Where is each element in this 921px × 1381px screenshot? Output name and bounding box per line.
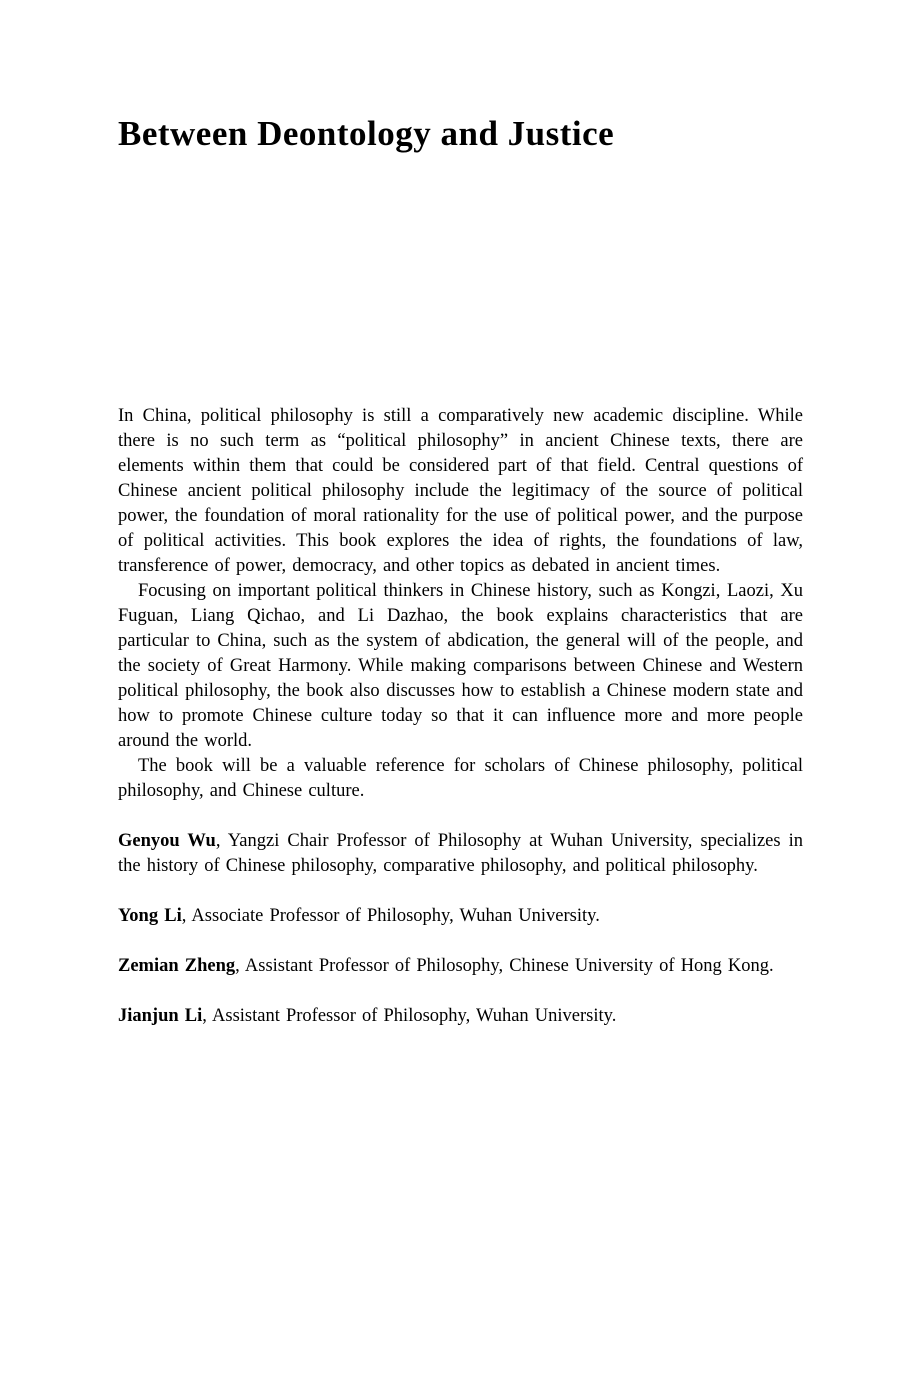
author-bio: [118, 904, 803, 929]
author-description: , Assistant Professor of Philosophy, Chinese University of Hong Kong.: [235, 956, 774, 976]
author-name: Genyou Wu: [118, 831, 216, 851]
author-name: Yong Li: [118, 906, 182, 926]
book-description-section: [118, 404, 803, 804]
description-paragraph-1: In China, political philosophy is still a comparatively new academic discipline. While there is no such term as “political philosophy” in ancient Chinese texts, there are elements within them that could be considered part of that field. Central questions of Chinese ancient political philosophy include the legitimacy of the source of political power, the foundation of moral rationality for the use of political power, and the purpose of political activities. This book explores the idea of rights, the foundations of law, transference of power, democracy, and other topics as debated in ancient times.: [118, 406, 803, 576]
book-title: Between Deontology and Justice: [118, 114, 615, 153]
author-bio: [118, 954, 803, 979]
author-name: Zemian Zheng: [118, 956, 236, 976]
authors-section: [118, 829, 803, 1029]
description-paragraph-3: The book will be a valuable reference for scholars of Chinese philosophy, political philosophy, and Chinese culture.: [118, 756, 803, 801]
author-description: , Yangzi Chair Professor of Philosophy at Wuhan University, specializes in the history of Chinese philosophy, comparative philosophy, and political philosophy.: [118, 831, 803, 876]
author-description: , Associate Professor of Philosophy, Wuhan University.: [181, 906, 600, 926]
author-bio: [118, 829, 803, 879]
author-name: Jianjun Li: [118, 1006, 203, 1026]
author-bio: [118, 1004, 803, 1029]
description-paragraph-2: Focusing on important political thinkers in Chinese history, such as Kongzi, Laozi, Xu Fuguan, Liang Qichao, and Li Dazhao, the book explains characteristics that are particular to China, such as the system of abdication, the general will of the people, and the society of Great Harmony. While making comparisons between Chinese and Western political philosophy, the book also discusses how to establish a Chinese modern state and how to promote Chinese culture today so that it can influence more and more people around the world.: [118, 581, 803, 751]
author-description: , Assistant Professor of Philosophy, Wuhan University.: [202, 1006, 617, 1026]
